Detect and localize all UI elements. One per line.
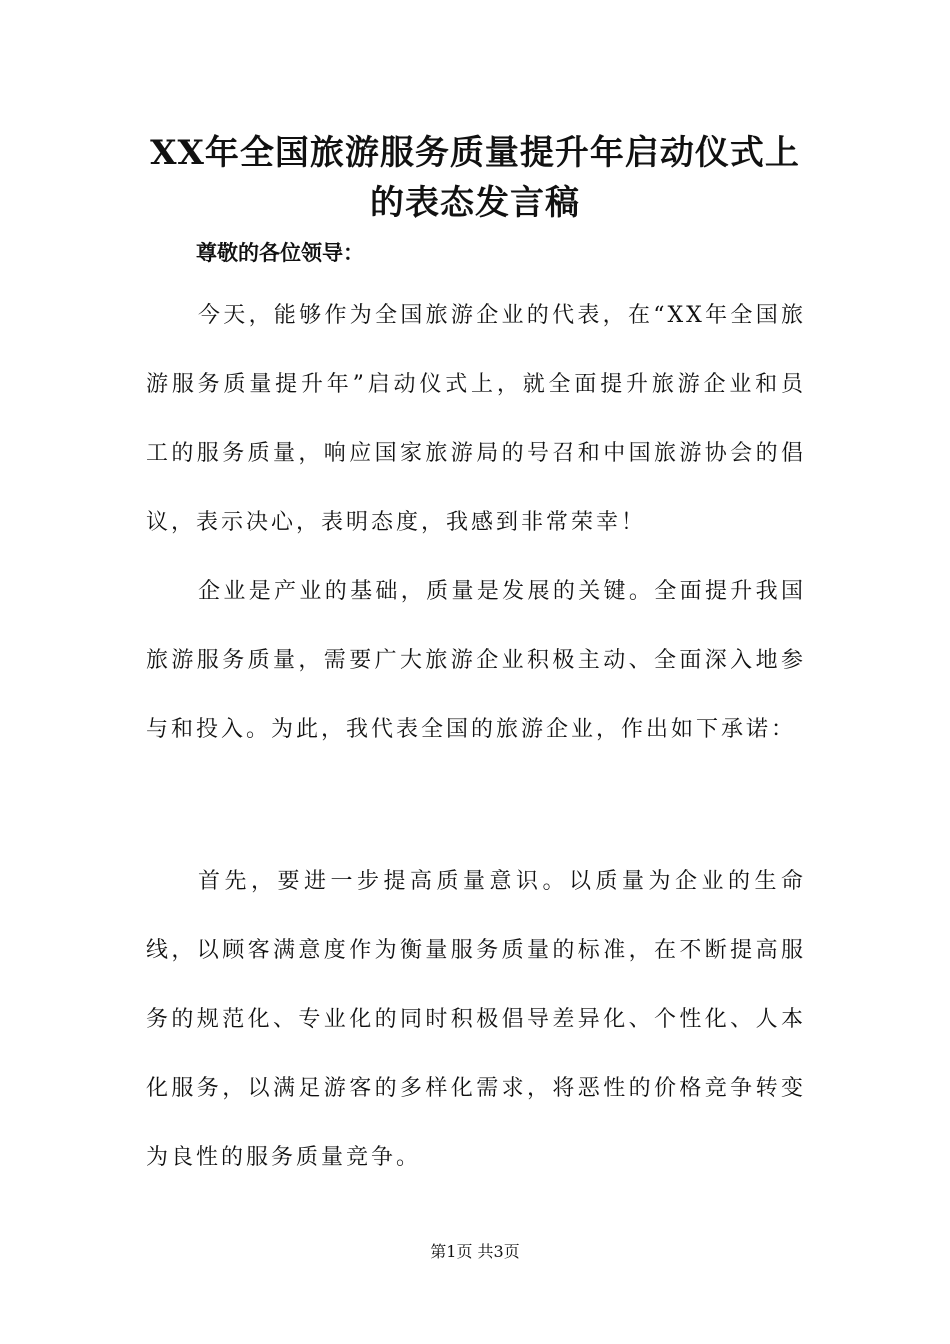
paragraph-3: 首先，要进一步提高质量意识。以质量为企业的生命线，以顾客满意度作为衡量服务质量的标准，在不断提高服务的规范化、专业化的同时积极倡导差异化、个性化、人本化服务，以满足游客的多样化需求，将恶性的价格竞争转变为良性的服务质量竞争。 — [146, 869, 806, 1170]
title-line-2: 的表态发言稿 — [370, 183, 580, 223]
page-footer: 第1页 共3页 — [430, 1242, 520, 1261]
document-title — [140, 128, 810, 228]
paragraph-2: 企业是产业的基础，质量是发展的关键。全面提升我国旅游服务质量，需要广大旅游企业积极主动、全面深入地参与和投入。为此，我代表全国的旅游企业，作出如下承诺： — [146, 579, 806, 742]
salutation: 尊敬的各位领导： — [196, 240, 364, 265]
paragraph-1: 今天，能够作为全国旅游企业的代表，在“XX年全国旅游服务质量提升年”启动仪式上，就全面提升旅游企业和员工的服务质量，响应国家旅游局的号召和中国旅游协会的倡议，表示决心，表明态度，我感到非常荣幸！ — [146, 303, 806, 535]
title-line-1: XX年全国旅游服务质量提升年启动仪式上 — [150, 133, 800, 173]
